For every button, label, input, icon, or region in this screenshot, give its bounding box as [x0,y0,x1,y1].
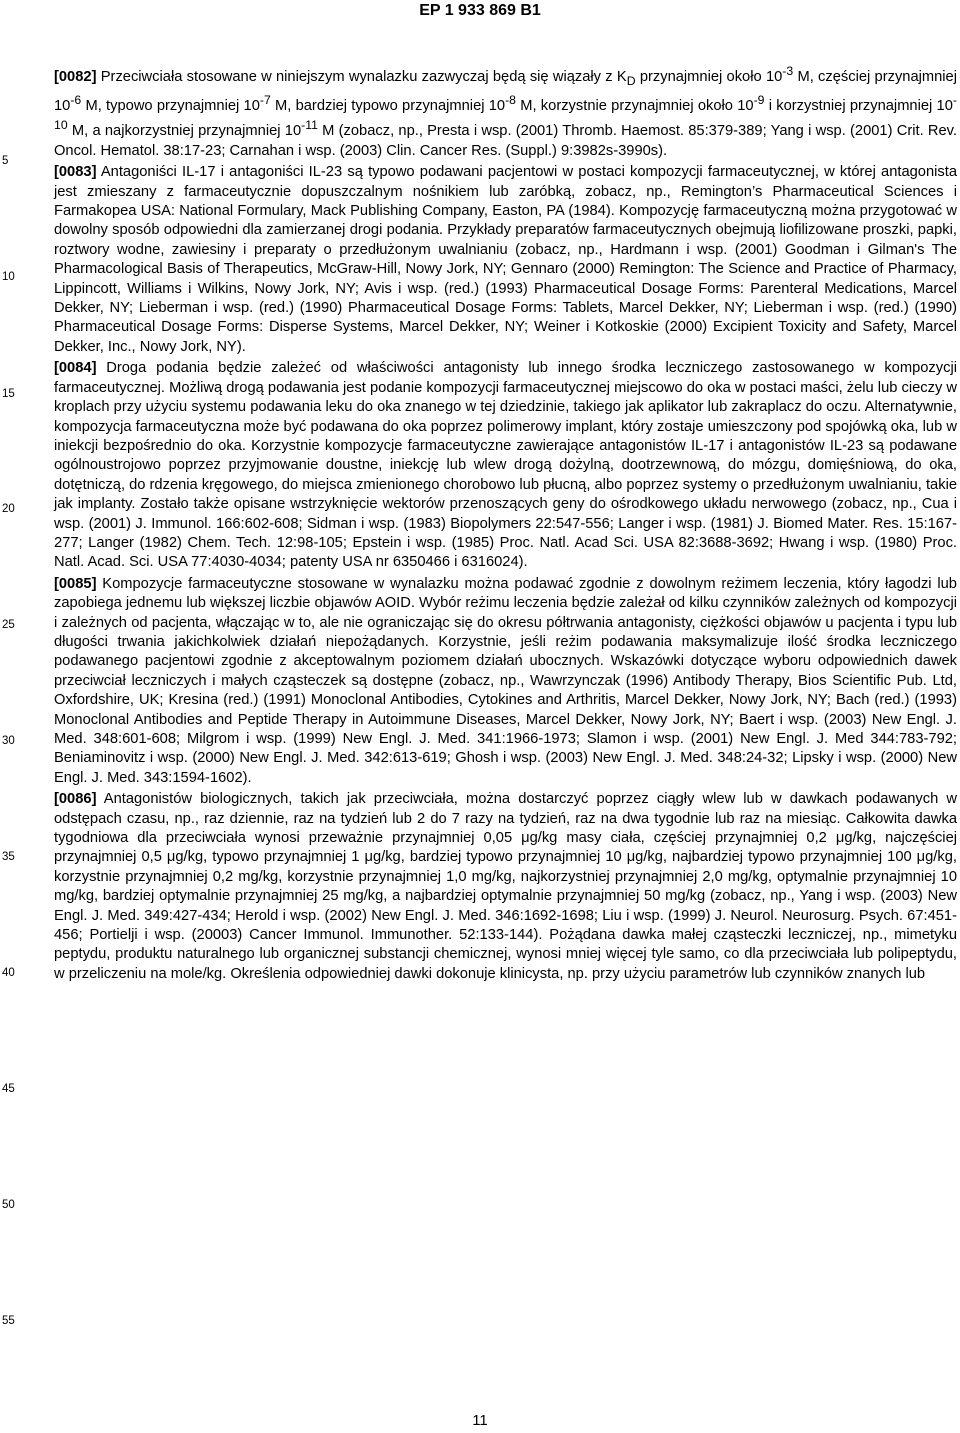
paragraph-text: Antagoniści IL-17 i antagoniści IL-23 są typowo podawani pacjentowi w postaci kompozycji farmaceutycznej, w której antagonista jest zmieszany z farmaceutycznie dopuszczalnym nośnikiem lub zaróbką, zobacz, np., Remington’s Pharmaceutical Sciences i Farmakopea USA: National Formulary, Mack Publishing Company, Easton, PA (1984). Kompozycję farmaceutyczną można przygotować w dowolny sposób odpowiedni dla zamierzanej drogi podania. Przykłady preparatów farmaceutycznych obejmują liofilizowane proszki, papki, roztwory wodne, zawiesiny i preparaty o przedłużonym uwalnianiu (zobacz, np., Hardmann i wsp. (2001) Goodman i Gilman's The Pharmacological Basis of Therapeutics, McGraw-Hill, Nowy Jork, NY; Gennaro (2000) Remington: The Science and Practice of Pharmacy, Lippincott, Williams i Wilkins, Nowy Jork, NY; Avis i wsp. (red.) (1993) Pharmaceutical Dosage Forms: Parenteral Medications, Marcel Dekker, NY; Lieberman i wsp. (red.) (1990) Pharmaceutical Dosage Forms: Tablets, Marcel Dekker, NY; Lieberman i wsp. (red.) (1990) Pharmaceutical Dosage Forms: Disperse Systems, Marcel Dekker, NY; Weiner i Kotkoskie (2000) Excipient Toxicity and Safety, Marcel Dekker, Inc., Nowy Jork, NY). [54,164,957,355]
paragraph-text: Przeciwciała stosowane w niniejszym wynalazku zazwyczaj będą się wiązały z $K_D$ przynajmniej około $10^{-3}$ M, częściej przynajmniej $10^{-6}$ M, typowo przynajmniej $10^{-7}$ M, bardziej typowo przynajmniej $10^{-8}$ M, korzystnie przynajmniej około $10^{-9}$ i korzystniej przynajmniej $10^{-10}$ M, a najkorzystniej przynajmniej $10^{-11}$ M (zobacz, np., Presta i wsp. (2001) Thromb. Haemost. 85:379-389; Yang i wsp. (2001) Crit. Rev. Oncol. Hematol. 38:17-23; Carnahan i wsp. (2003) Clin. Cancer Res. (Suppl.) 9:3982s-3990s). [54,64,958,159]
line-number: 30 [2,735,15,747]
line-number: 55 [2,1315,15,1327]
paragraph-number: [0082] [54,68,97,85]
paragraph [54,359,957,572]
line-number: 50 [2,1199,15,1211]
line-number: 35 [2,851,15,863]
paragraph-number: [0086] [54,791,97,808]
paragraph-number: [0085] [54,575,97,592]
line-number: 25 [2,619,15,631]
line-number: 40 [2,967,15,979]
document-body [54,62,957,986]
paragraph-text: Antagonistów biologicznych, takich jak przeciwciała, można dostarczyć poprzez ciągły wlew lub w dawkach podawanych w odstępach czasu, np., raz dziennie, raz na tydzień lub 2 do 7 razy na tydzień, raz na dwa tygodnie lub raz na miesiąc. Całkowita dawka tygodniowa dla przeciwciała wynosi przeważnie przynajmniej 0,05 μg/kg masy ciała, częściej przynajmniej 0,2 μg/kg, najczęściej przynajmniej 0,5 μg/kg, typowo przynajmniej 1 μg/kg, bardziej typowo przynajmniej 10 μg/kg, najbardziej typowo przynajmniej 100 μg/kg, korzystnie przynajmniej 0,2 mg/kg, korzystnie przynajmniej 1,0 mg/kg, najkorzystniej przynajmniej 2,0 mg/kg, optymalnie przynajmniej 10 mg/kg, bardziej optymalnie przynajmniej 25 mg/kg, a najbardziej optymalnie przynajmniej 50 mg/kg (zobacz, np., Yang i wsp. (2003) New Engl. J. Med. 349:427-434; Herold i wsp. (2002) New Engl. J. Med. 346:1692-1698; Liu i wsp. (1999) J. Neurol. Neurosurg. Psych. 67:451-456; Portielji i wsp. (20003) Cancer Immunol. Immunother. 52:133-144). Pożądana dawka małej cząsteczki leczniczej, np., mimetyku peptydu, produktu naturalnego lub organicznej substancji chemicznej, wynosi mniej więcej tyle samo, co dla przeciwciała lub polipeptydu, w przeliczeniu na mole/kg. Określenia odpowiedniej dawki dokonuje klinicysta, np. przy użyciu parametrów lub czynników znanych lub [54,791,957,982]
paragraph [54,62,957,161]
patent-number-header: EP 1 933 869 B1 [419,2,541,19]
line-number: 15 [2,388,15,400]
paragraph-number: [0084] [54,360,97,377]
paragraph-text: Droga podania będzie zależeć od właściwości antagonisty lub innego środka leczniczego zastosowanego w kompozycji farmaceutycznej. Możliwą drogą podawania jest podanie kompozycji farmaceutycznej miejscowo do oka w postaci maści, żelu lub cieczy w kroplach przy użyciu systemu podawania leku do oka znanego w tej dziedzinie, takiego jak aplikator lub zakraplacz do oczu. Alternatywnie, kompozycja farmaceutyczna może być podawana do oka poprzez polimerowy implant, który zostaje umieszczony pod spojówką oka, lub w iniekcji bezpośrednio do oka. Korzystnie kompozycje farmaceutyczne zawierające antagonistów IL-17 i antagonistów IL-23 są podawane ogólnoustrojowo poprzez przyjmowanie doustne, iniekcję lub wlew drogą dożylną, dootrzewnową, do mózgu, domięśniową, do oka, dotętniczą, do rdzenia kręgowego, do miejsca zmienionego chorobowo lub płucną, albo poprzez systemy o przedłużonym uwalnianiu, takie jak implanty. Zostało także opisane wstrzyknięcie wektorów przenoszących geny do ośrodkowego układu nerwowego (zobacz, np., Cua i wsp. (2001) J. Immunol. 166:602-608; Sidman i wsp. (1983) Biopolymers 22:547-556; Langer i wsp. (1981) J. Biomed Mater. Res. 15:167-277; Langer (1982) Chem. Tech. 12:98-105; Epstein i wsp. (1985) Proc. Natl. Acad Sci. USA 82:3688-3692; Hwang i wsp. (1980) Proc. Natl. Acad. Sci. USA 77:4030-4034; patenty USA nr 6350466 i 6316024). [54,360,957,571]
line-number: 45 [2,1083,15,1095]
line-number: 10 [2,271,15,283]
line-number: 5 [2,155,9,167]
paragraph-number: [0083] [54,164,97,181]
paragraph [54,163,957,357]
paragraph-text: Kompozycje farmaceutyczne stosowane w wynalazku można podawać zgodnie z dowolnym reżimem leczenia, który łagodzi lub zapobiega jednemu lub większej liczbie objawów AOID. Wybór reżimu leczenia będzie zależał od kilku czynników zależnych od kompozycji i zależnych od pacjenta, włączając w to, ale nie ograniczając się do okresu półtrwania antagonisty, ciężkości objawów u pacjenta i typu lub długości trwania jakichkolwiek działań niepożądanych. Korzystnie, jeśli reżim podawania maksymalizuje ilość środka leczniczego podawanego pacjentowi zgodnie z akceptowalnym poziomem działań ubocznych. Wskazówki dotyczące wyboru odpowiednich dawek przeciwciał leczniczych i małych cząsteczek są dostępne (zobacz, np., Wawrzynczak (1996) Antibody Therapy, Bios Scientific Pub. Ltd, Oxfordshire, UK; Kresina (red.) (1991) Monoclonal Antibodies, Cytokines and Arthritis, Marcel Dekker, Nowy Jork, NY; Bach (red.) (1993) Monoclonal Antibodies and Peptide Therapy in Autoimmune Diseases, Marcel Dekker, Nowy Jork, NY; Baert i wsp. (2003) New Engl. J. Med. 348:601-608; Milgrom i wsp. (1999) New Engl. J. Med. 341:1966-1973; Slamon i wsp. (2001) New Engl. J. Med 344:783-792; Beniaminovitz i wsp. (2000) New Engl. J. Med. 342:613-619; Ghosh i wsp. (2003) New Engl. J. Med. 348:24-32; Lipsky i wsp. (2000) New Engl. J. Med. 343:1594-1602). [54,575,957,786]
line-number: 20 [2,503,15,515]
paragraph [54,790,957,984]
paragraph [54,575,957,788]
page-number: 11 [472,1412,488,1429]
